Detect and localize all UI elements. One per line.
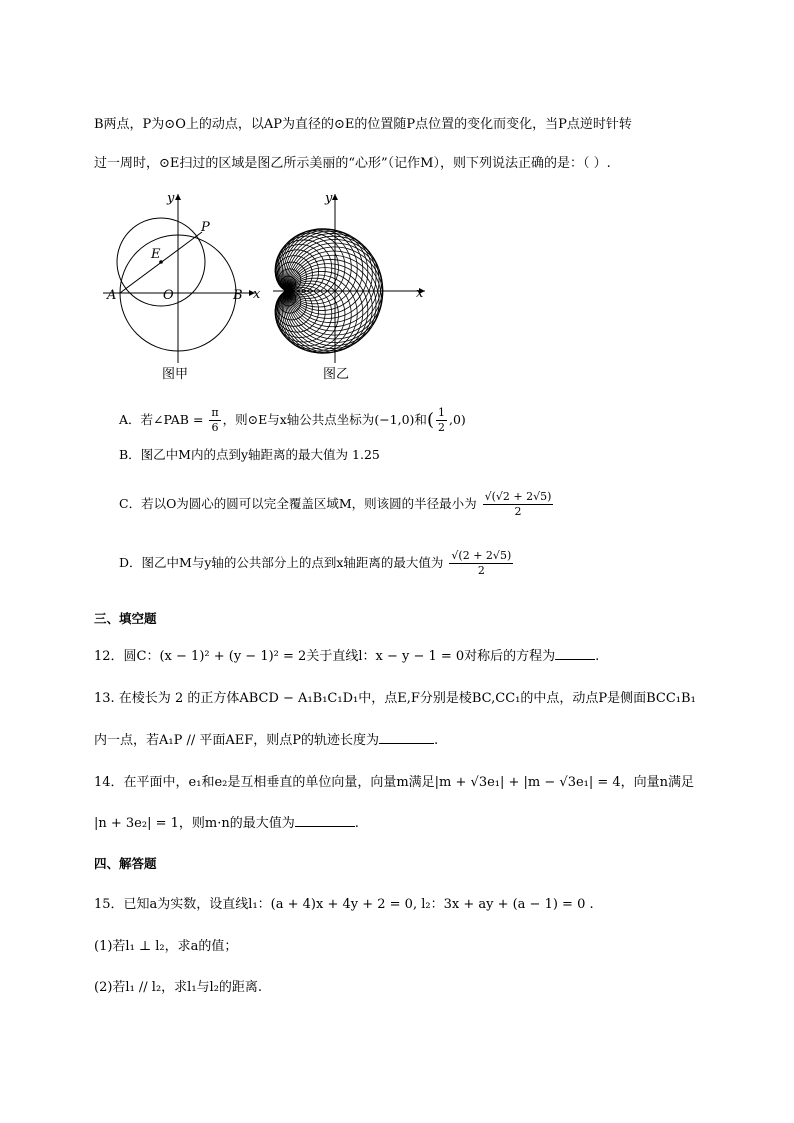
label-x: x bbox=[253, 287, 261, 302]
option-c bbox=[119, 490, 555, 519]
label-y: y bbox=[167, 191, 175, 206]
label-e: E bbox=[151, 247, 161, 262]
question-15-line-1: 15．已知a为实数，设直线l₁：(a + 4)x + 4y + 2 = 0, l₂：3x + ay + (a − 1) = 0 . bbox=[94, 897, 594, 912]
option-d-prefix: D．图乙中M与y轴的公共部分上的点到x轴距离的最大值为 bbox=[119, 555, 444, 570]
option-b: B．图乙中M内的点到y轴距离的最大值为 1.25 bbox=[119, 447, 380, 462]
option-c-frac-num: √(√2 + 2√5) bbox=[484, 490, 552, 503]
q14-answer-blank bbox=[295, 826, 355, 827]
option-a-fraction bbox=[209, 406, 220, 435]
q12-end: . bbox=[595, 649, 600, 664]
question-15-part-1: (1)若l₁ ⊥ l₂，求a的值； bbox=[94, 939, 238, 954]
option-a-mid: ，则⊙E与x轴公共点坐标为 bbox=[222, 412, 375, 427]
figure-yi bbox=[265, 188, 435, 388]
option-d bbox=[119, 549, 515, 578]
label-o: O bbox=[163, 288, 174, 303]
option-d-frac-den: 2 bbox=[477, 564, 485, 577]
question-12 bbox=[94, 648, 599, 666]
label-b: B bbox=[233, 288, 243, 303]
question-13-line-1: 13. 在棱长为 2 的正方体ABCD − A₁B₁C₁D₁中，点E,F分别是棱BC,CC₁的中点，动点P是侧面BCC₁B₁ bbox=[94, 691, 696, 706]
question-15-part-2: (2)若l₁ // l₂，求l₁与l₂的距离. bbox=[94, 980, 263, 995]
q14-text: |n + 3e₂| = 1，则m·n的最大值为 bbox=[94, 816, 295, 831]
label-x: x bbox=[416, 286, 424, 301]
label-a: A bbox=[107, 288, 117, 303]
intro-line-1: B两点，P为⊙O上的动点，以AP为直径的⊙E的位置随P点位置的变化而变化，当P点逆时针转 bbox=[94, 117, 632, 132]
question-13-line-2 bbox=[94, 732, 438, 750]
option-a-point2-fraction bbox=[436, 406, 447, 435]
option-a-point2-close: ,0) bbox=[448, 412, 466, 427]
option-a-pt2-den: 2 bbox=[437, 421, 445, 434]
option-a-pt2-num: 1 bbox=[437, 406, 445, 419]
q12-answer-blank bbox=[555, 659, 595, 660]
question-14-line-1: 14．在平面中，e₁和e₂是互相垂直的单位向量，向量m满足|m + √3e₁| + |m − √3e₁| = 4，向量n满足 bbox=[94, 775, 695, 790]
caption-yi: 图乙 bbox=[323, 367, 350, 382]
section-4-title: 四、解答题 bbox=[94, 856, 157, 871]
option-d-fraction bbox=[449, 549, 513, 578]
option-a-point1: (−1,0) bbox=[374, 412, 415, 427]
q12-text: 12．圆C：(x − 1)² + (y − 1)² = 2关于直线l：x − y − 1 = 0对称后的方程为 bbox=[94, 649, 556, 664]
option-c-fraction bbox=[483, 490, 554, 519]
caption-jia: 图甲 bbox=[162, 367, 189, 382]
intro-line-2: 过一周时，⊙E扫过的区域是图乙所示美丽的“心形”（记作M），则下列说法正确的是：（ ）. bbox=[94, 156, 611, 171]
q13-answer-blank bbox=[379, 743, 434, 744]
option-a-frac-den: 6 bbox=[211, 421, 219, 434]
option-a-and: 和 bbox=[414, 412, 427, 427]
option-a: A．若∠PAB = $\frac{\pi}{6}$ ，则⊙E与x轴公共点坐标为(−1,0)和( $\frac{1}{2}$ ,0) bbox=[119, 406, 466, 434]
option-c-frac-den: 2 bbox=[514, 505, 522, 518]
label-y: y bbox=[325, 191, 333, 206]
label-p: P bbox=[201, 220, 210, 235]
q14-end: . bbox=[354, 816, 359, 831]
question-14-line-2 bbox=[94, 815, 359, 833]
q13-text: 内一点，若A₁P // 平面AEF，则点P的轨迹长度为 bbox=[94, 733, 380, 748]
option-a-prefix: A．若∠PAB = bbox=[119, 412, 204, 427]
option-d-frac-num: √(2 + 2√5) bbox=[451, 549, 512, 562]
section-3-title: 三、填空题 bbox=[94, 611, 157, 626]
option-c-prefix: C．若以O为圆心的圆可以完全覆盖区域M，则该圆的半径最小为 bbox=[119, 496, 477, 511]
q13-end: . bbox=[434, 733, 439, 748]
figure-jia bbox=[95, 188, 275, 388]
option-a-frac-num: π bbox=[211, 406, 219, 419]
